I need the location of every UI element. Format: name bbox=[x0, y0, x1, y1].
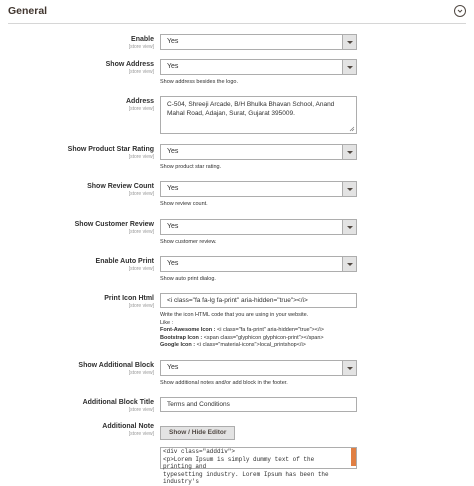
dropdown-arrow-icon[interactable] bbox=[342, 60, 356, 74]
field-note: Show additional notes and/or add block in the footer. bbox=[160, 380, 288, 386]
scope-label: [store view] bbox=[128, 266, 154, 272]
show-review-count-select[interactable]: Yes bbox=[160, 181, 357, 197]
field-label: Print Icon Html [store view] bbox=[4, 294, 154, 310]
dropdown-arrow-icon[interactable] bbox=[342, 35, 356, 49]
scope-label: [store view] bbox=[128, 229, 154, 235]
collapse-chevron-icon[interactable] bbox=[454, 5, 466, 17]
scope-label: [store view] bbox=[128, 154, 154, 160]
section-title: General bbox=[8, 5, 48, 17]
field-note: Show address besides the logo. bbox=[160, 79, 238, 85]
dropdown-arrow-icon[interactable] bbox=[342, 257, 356, 271]
editor-line: typesetting industry. Lorem Ipsum has been the industry's bbox=[163, 470, 329, 485]
field-label: Additional Note [store view] bbox=[4, 422, 154, 438]
dropdown-arrow-icon[interactable] bbox=[342, 145, 356, 159]
field-note: Show product star rating. bbox=[160, 164, 222, 170]
scope-label: [store view] bbox=[128, 407, 154, 413]
scope-label: [store view] bbox=[128, 44, 154, 50]
section-header[interactable] bbox=[8, 5, 466, 23]
resize-handle-icon[interactable] bbox=[349, 126, 355, 132]
additional-note-editor[interactable] bbox=[160, 447, 357, 485]
scope-label: [store view] bbox=[128, 431, 154, 437]
show-address-select[interactable]: Yes bbox=[160, 59, 357, 75]
field-note: Show review count. bbox=[160, 201, 208, 207]
dropdown-arrow-icon[interactable] bbox=[342, 182, 356, 196]
field-note: Show auto print dialog. bbox=[160, 276, 216, 282]
scope-label: [store view] bbox=[128, 191, 154, 197]
field-label: Enable Auto Print [store view] bbox=[4, 257, 154, 273]
scope-label: [store view] bbox=[128, 106, 154, 112]
field-label: Show Review Count [store view] bbox=[4, 182, 154, 198]
field-note: Write the icon HTML code that you are using in your website. Like : Font-Awesome Icon : <i class="fa fa-print" aria-hidden="true"></i> Bootstrap Icon : <span class="glyphicon glyphicon-print"></span> Google Icon : <i class="material-icons">local_printshop</i> bbox=[160, 312, 324, 348]
field-label: Show Product Star Rating [store view] bbox=[4, 145, 154, 161]
dropdown-arrow-icon[interactable] bbox=[342, 361, 356, 375]
address-textarea[interactable]: C-504, Shreeji Arcade, B/H Bhulka Bhavan School, Anand Mahal Road, Adajan, Surat, Gujarat 395009. bbox=[160, 96, 357, 134]
show-rating-select[interactable]: Yes bbox=[160, 144, 357, 160]
dropdown-arrow-icon[interactable] bbox=[342, 220, 356, 234]
field-label: Show Address [store view] bbox=[4, 60, 154, 76]
editor-line: <div class="adddiv"> bbox=[163, 448, 236, 455]
show-customer-review-select[interactable]: Yes bbox=[160, 219, 357, 235]
field-label: Show Additional Block [store view] bbox=[4, 361, 154, 377]
show-additional-block-select[interactable]: Yes bbox=[160, 360, 357, 376]
scope-label: [store view] bbox=[128, 69, 154, 75]
editor-line: <p>Lorem Ipsum is simply dummy text of the printing and bbox=[163, 455, 315, 470]
field-label: Enable [store view] bbox=[4, 35, 154, 51]
additional-block-title-input[interactable]: Terms and Conditions bbox=[160, 397, 357, 412]
editor-scrollbar[interactable] bbox=[351, 448, 356, 466]
field-label: Additional Block Title [store view] bbox=[4, 398, 154, 414]
enable-select[interactable]: Yes bbox=[160, 34, 357, 50]
section-divider bbox=[8, 23, 466, 24]
field-label: Address [store view] bbox=[4, 97, 154, 113]
print-icon-html-input[interactable]: <i class="fa fa-lg fa-print" aria-hidden="true"></i> bbox=[160, 293, 357, 308]
scope-label: [store view] bbox=[128, 303, 154, 309]
field-label: Show Customer Review [store view] bbox=[4, 220, 154, 236]
scope-label: [store view] bbox=[128, 370, 154, 376]
field-note: Show customer review. bbox=[160, 239, 217, 245]
show-hide-editor-button[interactable]: Show / Hide Editor bbox=[160, 426, 235, 440]
enable-auto-print-select[interactable]: Yes bbox=[160, 256, 357, 272]
